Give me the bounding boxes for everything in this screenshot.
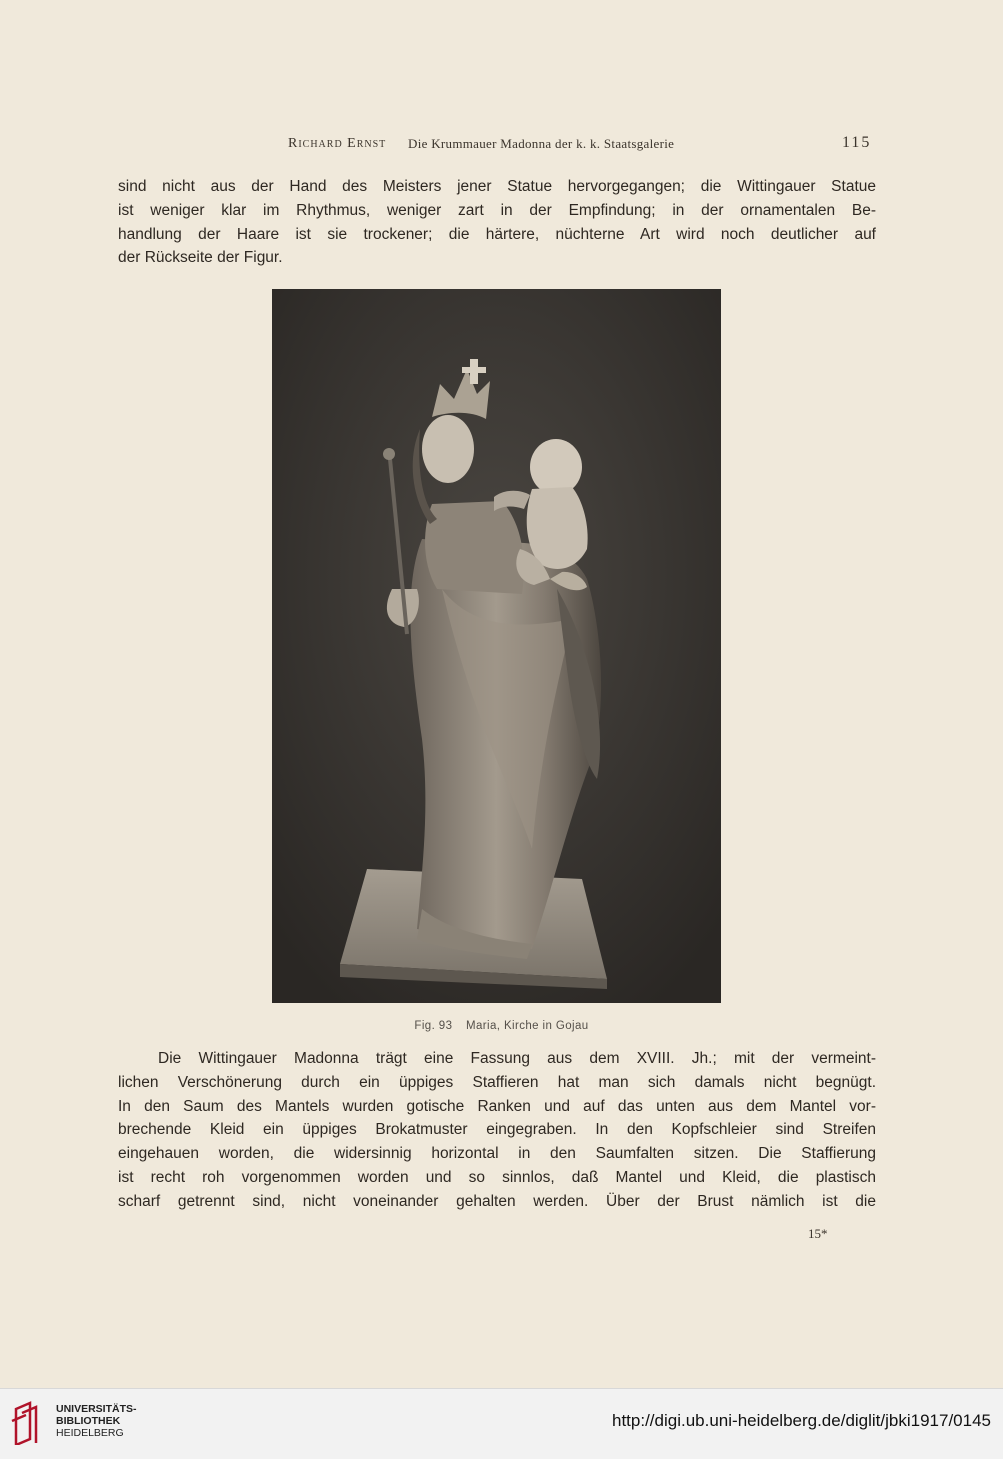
text-line: In den Saum des Mantels wurden gotische Ranken und auf das unten aus dem Mantel vor- [118, 1097, 876, 1115]
text-line: ist recht roh vorgenommen worden und so sinnlos, daß Mantel und Kleid, die plastisch [118, 1168, 876, 1186]
running-head-title: Die Krummauer Madonna der k. k. Staatsgalerie [408, 136, 675, 151]
figure-caption-text: Maria, Kirche in Gojau [466, 1020, 589, 1032]
text-line: eingehauen worden, die widersinnig horizontal in den Saumfalten sitzen. Die Staffierung [118, 1145, 876, 1163]
library-name-line2: BIBLIOTHEK [56, 1415, 121, 1427]
library-logo-icon [10, 1401, 50, 1445]
text-line: lichen Verschönerung durch ein üppiges Staffieren hat man sich damals nicht begnügt. [118, 1073, 876, 1091]
page-number: 115 [842, 134, 872, 151]
text-line: Die Wittingauer Madonna trägt eine Fassung aus dem XVIII. Jh.; mit der vermeint- [158, 1050, 876, 1067]
madonna-photograph [272, 289, 721, 1003]
text-line: handlung der Haare ist sie trockener; die härtere, nüchterne Art wird noch deutlicher auf [118, 225, 876, 243]
signature-mark: 15* [808, 1226, 828, 1241]
paragraph-top [118, 175, 876, 270]
library-name [56, 1403, 137, 1439]
permalink-url[interactable]: http://digi.ub.uni-heidelberg.de/diglit/jbki1917/0145 [612, 1411, 991, 1430]
text-line: der Rückseite der Figur. [118, 249, 283, 267]
text-line: sind nicht aus der Hand des Meisters jener Statue hervorgegangen; die Wittingauer Statue [118, 178, 876, 195]
text-line: ist weniger klar im Rhythmus, weniger zart in der Empfindung; in der ornamentalen Be- [118, 201, 876, 219]
figure-caption [0, 1020, 1003, 1032]
library-name-line3: HEIDELBERG [56, 1427, 124, 1439]
text-line: scharf getrennt sind, nicht voneinander gehalten werden. Über der Brust nämlich ist die [118, 1192, 876, 1210]
running-head-author: Richard Ernst [288, 136, 387, 151]
library-name-line1: UNIVERSITÄTS- [56, 1403, 137, 1415]
paragraph-bottom [118, 1047, 876, 1214]
madonna-statue-illustration [272, 289, 721, 1003]
figure-label: Fig. 93 [414, 1020, 453, 1032]
running-head [0, 134, 1003, 154]
library-footer [0, 1388, 1003, 1459]
text-line: brechende Kleid ein üppiges Brokatmuster eingegraben. In den Kopfschleier sind Streifen [118, 1121, 876, 1139]
